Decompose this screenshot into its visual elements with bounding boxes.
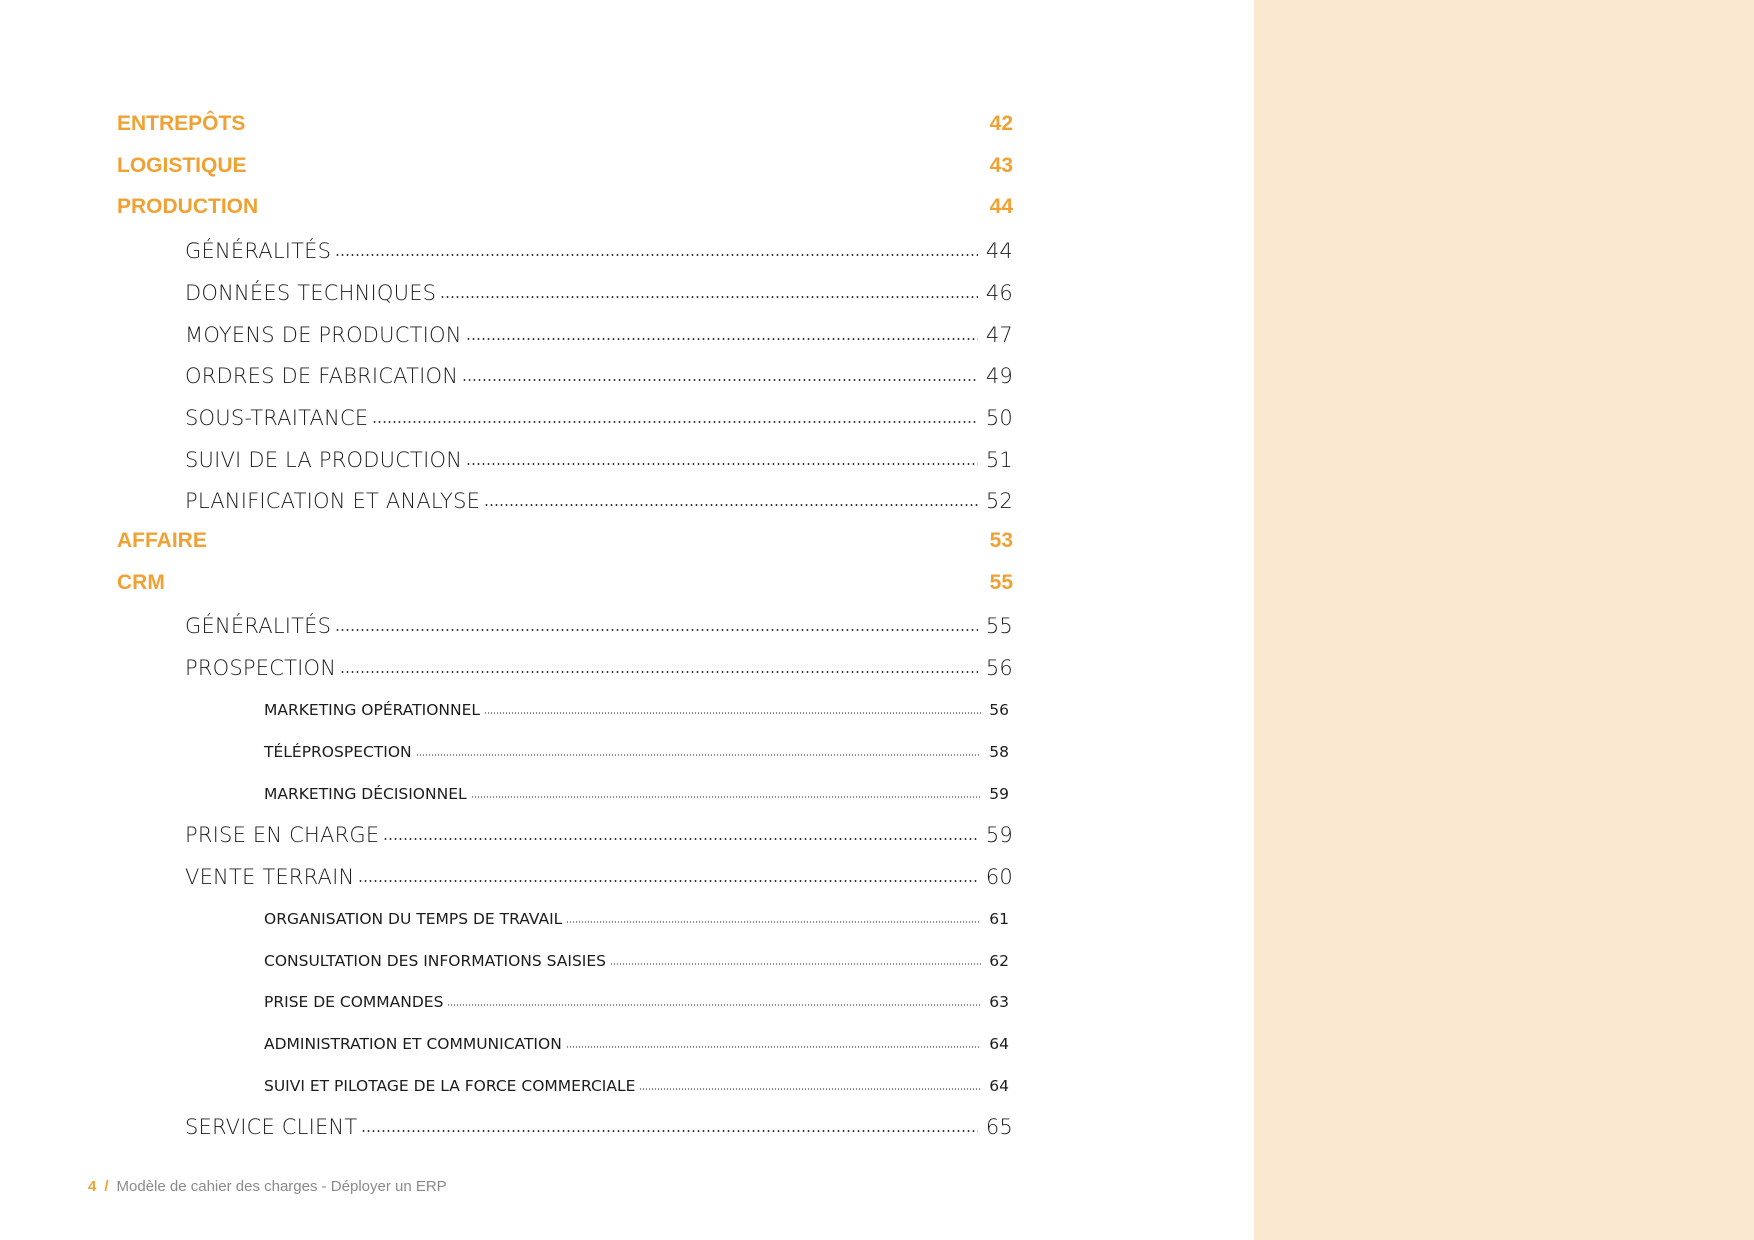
toc-section bbox=[117, 154, 1013, 178]
toc-entry-page: 51 bbox=[985, 447, 1013, 472]
toc-entry-title: ORGANISATION DU TEMPS DE TRAVAIL bbox=[264, 909, 563, 928]
dot-leader bbox=[466, 321, 978, 342]
dot-leader bbox=[440, 279, 978, 300]
toc-entry-title: PROSPECTION bbox=[185, 656, 337, 681]
toc-entry-page: 58 bbox=[989, 743, 1009, 761]
toc-entry-page: 62 bbox=[989, 951, 1009, 970]
toc-entry-title: CRM bbox=[117, 570, 165, 594]
toc-entry-title: MARKETING DÉCISIONNEL bbox=[264, 784, 467, 803]
toc-entry-page: 50 bbox=[985, 405, 1013, 430]
toc-subsection bbox=[185, 362, 1013, 388]
toc-entry-page: 63 bbox=[989, 993, 1009, 1012]
toc-entry-page: 44 bbox=[985, 239, 1013, 264]
toc-entry-page: 44 bbox=[989, 195, 1013, 219]
toc-entry-page: 61 bbox=[989, 909, 1009, 928]
toc-subsubsection bbox=[264, 992, 1009, 1012]
toc-entry-title: PRISE EN CHARGE bbox=[185, 822, 380, 847]
toc-entry-title: LOGISTIQUE bbox=[117, 153, 247, 177]
footer-separator: / bbox=[104, 1178, 109, 1195]
toc-entry-title: TÉLÉPROSPECTION bbox=[264, 743, 412, 761]
toc-subsubsection bbox=[264, 783, 1009, 803]
toc-entry-title: AFFAIRE bbox=[117, 529, 207, 552]
toc-section bbox=[117, 571, 1013, 595]
footer-document-title: Modèle de cahier des charges - Déployer un ERP bbox=[116, 1178, 447, 1195]
toc-entry-title: PRISE DE COMMANDES bbox=[264, 993, 444, 1012]
toc-entry-title: VENTE TERRAIN bbox=[185, 864, 355, 889]
toc-entry-page: 56 bbox=[985, 656, 1013, 681]
toc-subsubsection bbox=[264, 908, 1009, 928]
toc-entry-page: 59 bbox=[989, 784, 1009, 803]
toc-subsubsection bbox=[264, 700, 1009, 720]
dot-leader bbox=[610, 950, 981, 966]
toc-entry-title: SOUS-TRAITANCE bbox=[185, 405, 369, 430]
dot-leader bbox=[335, 237, 978, 258]
toc-section bbox=[117, 112, 1013, 136]
toc-entry-title: ADMINISTRATION ET COMMUNICATION bbox=[264, 1034, 562, 1053]
toc-subsubsection bbox=[264, 1033, 1009, 1053]
toc-entry-title: PRODUCTION bbox=[117, 195, 259, 219]
toc-subsection bbox=[185, 321, 1013, 347]
toc-subsubsection bbox=[264, 950, 1009, 970]
toc-subsubsection bbox=[264, 1075, 1009, 1095]
toc-entry-title: PLANIFICATION ET ANALYSE bbox=[185, 489, 481, 514]
dot-leader bbox=[340, 654, 978, 675]
toc-entry-title: SUIVI DE LA PRODUCTION bbox=[185, 447, 463, 472]
toc-entry-page: 42 bbox=[989, 112, 1013, 135]
toc-entry-title: ENTREPÔTS bbox=[117, 112, 246, 135]
dot-leader bbox=[383, 821, 978, 842]
toc-entry-title: GÉNÉRALITÉS bbox=[185, 614, 332, 639]
dot-leader bbox=[358, 863, 977, 884]
footer-page-number: 4 bbox=[88, 1178, 97, 1195]
dot-leader bbox=[566, 1033, 981, 1049]
toc-subsection bbox=[185, 821, 1013, 847]
toc-entry-title: MOYENS DE PRODUCTION bbox=[185, 322, 462, 347]
dot-leader bbox=[471, 783, 982, 799]
dot-leader bbox=[416, 742, 982, 758]
toc-subsection bbox=[185, 279, 1013, 305]
dot-leader bbox=[372, 404, 978, 425]
toc-entry-page: 49 bbox=[985, 364, 1013, 389]
toc-entry-page: 55 bbox=[985, 614, 1013, 639]
toc-entry-title: ORDRES DE FABRICATION bbox=[185, 364, 459, 389]
toc-subsection bbox=[185, 654, 1013, 680]
dot-leader bbox=[335, 612, 978, 633]
dot-leader bbox=[447, 992, 981, 1008]
toc-entry-page: 64 bbox=[989, 1076, 1009, 1095]
dot-leader bbox=[361, 1113, 978, 1134]
toc-subsection bbox=[185, 487, 1013, 513]
dot-leader bbox=[462, 362, 978, 383]
toc-entry-title: DONNÉES TECHNIQUES bbox=[185, 280, 437, 305]
toc-subsubsection bbox=[264, 742, 1009, 762]
toc-entry-title: MARKETING OPÉRATIONNEL bbox=[264, 701, 481, 720]
toc-entry-page: 59 bbox=[985, 822, 1013, 847]
toc-subsection bbox=[185, 404, 1013, 430]
dot-leader bbox=[566, 908, 981, 924]
toc-entry-page: 53 bbox=[989, 529, 1013, 552]
toc-entry-page: 52 bbox=[985, 489, 1013, 514]
toc-entry-page: 65 bbox=[985, 1114, 1013, 1139]
toc-subsection bbox=[185, 863, 1013, 889]
toc-entry-page: 56 bbox=[989, 701, 1009, 720]
toc-entry-page: 47 bbox=[985, 322, 1013, 347]
toc-entry-page: 55 bbox=[989, 570, 1013, 594]
toc-entry-title: SERVICE CLIENT bbox=[185, 1114, 358, 1139]
toc-entry-title: GÉNÉRALITÉS bbox=[185, 239, 332, 264]
toc-section bbox=[117, 195, 1013, 219]
toc-entry-page: 60 bbox=[985, 864, 1013, 889]
dot-leader bbox=[484, 487, 978, 508]
dot-leader bbox=[484, 700, 981, 716]
toc-section bbox=[117, 529, 1013, 553]
toc-subsection bbox=[185, 237, 1013, 263]
toc-entry-page: 64 bbox=[989, 1034, 1009, 1053]
page-footer bbox=[88, 1178, 447, 1195]
toc-entry-page: 46 bbox=[985, 280, 1013, 305]
toc-entry-title: SUIVI ET PILOTAGE DE LA FORCE COMMERCIALE bbox=[264, 1076, 636, 1095]
dot-leader bbox=[466, 446, 978, 467]
toc-subsection bbox=[185, 612, 1013, 638]
toc-entry-page: 43 bbox=[989, 153, 1013, 177]
toc-subsection bbox=[185, 1113, 1013, 1139]
side-panel bbox=[1254, 0, 1754, 1240]
dot-leader bbox=[639, 1075, 981, 1091]
toc-entry-title: CONSULTATION DES INFORMATIONS SAISIES bbox=[264, 951, 606, 970]
toc-subsection bbox=[185, 446, 1013, 472]
